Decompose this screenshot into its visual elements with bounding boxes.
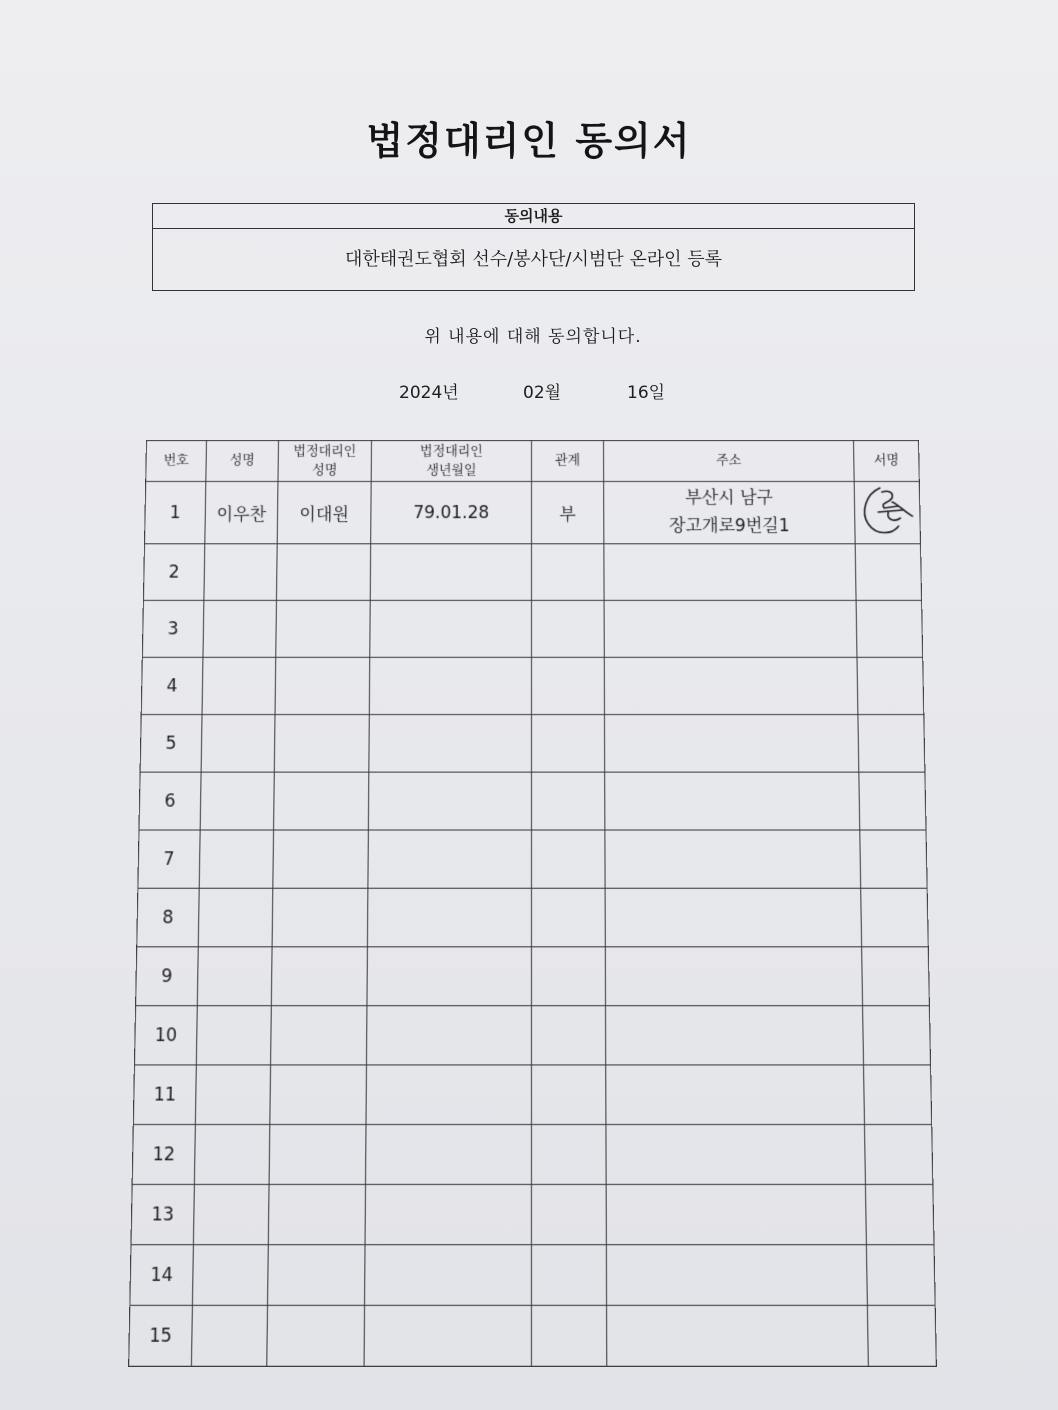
row-address <box>604 657 858 714</box>
row-relation <box>531 600 604 657</box>
row-guardian-birth <box>364 1305 531 1366</box>
row-relation <box>531 1065 605 1125</box>
row-number: 4 <box>141 657 203 714</box>
address-line2: 장고개로9번길1 <box>668 515 790 536</box>
row-address <box>605 947 862 1006</box>
header-guardian-birth-line1: 법정대리인 <box>419 443 483 459</box>
row-guardian-name <box>271 1006 367 1065</box>
header-guardian-name <box>278 440 372 481</box>
row-relation <box>531 1006 605 1065</box>
row-signature <box>865 1184 934 1244</box>
row-relation: 부 <box>531 481 603 543</box>
date-day: 16일 <box>627 383 666 403</box>
row-address <box>604 544 856 601</box>
row-guardian-birth <box>365 1245 532 1306</box>
row-signature <box>862 947 930 1006</box>
row-relation <box>531 830 605 888</box>
agree-statement: 위 내용에 대해 동의합니다. <box>424 327 642 347</box>
row-name <box>193 1184 269 1244</box>
row-guardian-name: 이대원 <box>277 481 371 543</box>
row-address <box>605 772 860 830</box>
row-guardian-name <box>275 657 370 714</box>
row-relation <box>531 888 605 947</box>
table-body <box>129 481 937 1366</box>
row-guardian-name <box>268 1184 365 1244</box>
row-address <box>606 1184 866 1244</box>
row-signature <box>866 1245 935 1306</box>
row-guardian-name <box>274 772 369 830</box>
row-name <box>197 947 272 1006</box>
page-title: 법정대리인 동의서 <box>366 119 692 163</box>
row-name <box>194 1125 269 1185</box>
row-address <box>606 1006 864 1065</box>
date-year: 2024년 <box>399 383 459 403</box>
guardian-table <box>128 440 937 1367</box>
row-number: 7 <box>138 830 200 888</box>
row-signature <box>861 888 929 947</box>
consent-body: 대한태권도협회 선수/봉사단/시범단 온라인 등록 <box>344 249 723 270</box>
row-guardian-birth: 79.01.28 <box>371 481 532 543</box>
consent-box <box>152 203 915 291</box>
table-row <box>139 772 926 830</box>
table-row <box>144 481 920 543</box>
row-name <box>192 1245 268 1306</box>
table-row <box>134 1006 930 1065</box>
row-guardian-birth <box>370 600 532 657</box>
row-name <box>195 1065 270 1125</box>
table-row <box>133 1065 931 1125</box>
row-name <box>191 1305 267 1366</box>
row-name <box>200 772 274 830</box>
row-guardian-birth <box>366 1125 532 1185</box>
row-guardian-name <box>276 600 370 657</box>
row-guardian-birth <box>365 1184 531 1244</box>
table-header-row <box>146 440 920 481</box>
table-row <box>129 1305 937 1366</box>
row-relation <box>531 657 604 714</box>
address-line1: 부산시 남구 <box>685 488 774 509</box>
row-signature <box>864 1065 932 1125</box>
row-number: 6 <box>139 772 201 830</box>
row-signature <box>864 1125 932 1185</box>
row-address <box>605 830 861 888</box>
consent-header: 동의내용 <box>153 204 914 229</box>
row-number: 14 <box>130 1245 194 1306</box>
row-relation <box>531 1305 606 1366</box>
header-guardian-birth <box>371 440 531 481</box>
table-row <box>131 1184 934 1244</box>
table-row <box>132 1125 933 1185</box>
header-name: 성명 <box>206 440 279 481</box>
row-address <box>606 1245 867 1306</box>
row-number: 1 <box>144 481 205 543</box>
row-number: 9 <box>136 947 199 1006</box>
row-name: 이우찬 <box>205 481 278 543</box>
row-address <box>606 1065 865 1125</box>
table-row <box>143 544 921 601</box>
row-guardian-birth <box>366 1006 531 1065</box>
row-relation <box>531 1184 606 1244</box>
row-guardian-name <box>267 1305 365 1366</box>
row-relation <box>531 947 605 1006</box>
row-guardian-name <box>274 715 369 773</box>
row-name <box>201 715 275 773</box>
date-month: 02월 <box>523 383 562 403</box>
row-number: 13 <box>131 1184 194 1244</box>
row-number: 3 <box>142 600 204 657</box>
row-address <box>604 715 858 773</box>
row-name <box>202 657 276 714</box>
row-signature <box>859 772 926 830</box>
row-relation <box>531 544 604 601</box>
row-guardian-birth <box>369 657 531 714</box>
row-signature <box>856 600 923 657</box>
row-number: 10 <box>134 1006 197 1065</box>
row-number: 11 <box>133 1065 196 1125</box>
row-number: 8 <box>137 888 199 947</box>
handwritten-signature <box>858 482 917 538</box>
table-row <box>138 830 927 888</box>
table-row <box>136 947 930 1006</box>
row-number: 12 <box>132 1125 195 1185</box>
table-row <box>140 715 925 773</box>
header-guardian-name-line2: 성명 <box>312 462 338 478</box>
row-signature <box>855 544 921 601</box>
row-signature <box>858 715 925 773</box>
table-row <box>141 657 924 714</box>
row-guardian-name <box>270 1065 367 1125</box>
row-name <box>199 830 273 888</box>
row-signature <box>854 481 920 543</box>
row-guardian-birth <box>367 888 531 947</box>
row-signature <box>857 657 924 714</box>
row-signature <box>867 1305 936 1366</box>
header-relation: 관계 <box>531 440 603 481</box>
row-relation <box>531 1125 606 1185</box>
header-guardian-name-line1: 법정대리인 <box>293 443 357 459</box>
table-row <box>130 1245 935 1306</box>
row-address <box>604 600 857 657</box>
row-guardian-name <box>269 1125 366 1185</box>
row-guardian-name <box>268 1245 366 1306</box>
header-signature: 서명 <box>854 440 920 481</box>
header-address: 주소 <box>604 440 855 481</box>
row-signature <box>860 830 927 888</box>
row-number: 15 <box>129 1305 193 1366</box>
row-name <box>203 600 277 657</box>
row-guardian-birth <box>366 1065 531 1125</box>
row-guardian-birth <box>368 830 532 888</box>
row-relation <box>531 715 604 773</box>
table-row <box>142 600 922 657</box>
row-name <box>198 888 273 947</box>
row-guardian-birth <box>367 947 532 1006</box>
row-signature <box>863 1006 931 1065</box>
row-address <box>605 888 862 947</box>
row-guardian-birth <box>368 772 531 830</box>
row-guardian-name <box>272 888 368 947</box>
row-guardian-name <box>276 544 370 601</box>
row-relation <box>531 1245 606 1306</box>
row-guardian-birth <box>370 544 531 601</box>
row-number: 5 <box>140 715 202 773</box>
row-guardian-name <box>273 830 369 888</box>
row-relation <box>531 772 604 830</box>
header-guardian-birth-line2: 생년월일 <box>426 462 477 478</box>
row-address <box>606 1125 866 1185</box>
row-guardian-name <box>271 947 367 1006</box>
row-address <box>604 481 856 543</box>
row-address <box>607 1305 869 1366</box>
row-name <box>204 544 277 601</box>
table-row <box>137 888 929 947</box>
header-number: 번호 <box>146 440 207 481</box>
row-number: 2 <box>143 544 204 601</box>
row-guardian-birth <box>369 715 532 773</box>
row-name <box>196 1006 271 1065</box>
